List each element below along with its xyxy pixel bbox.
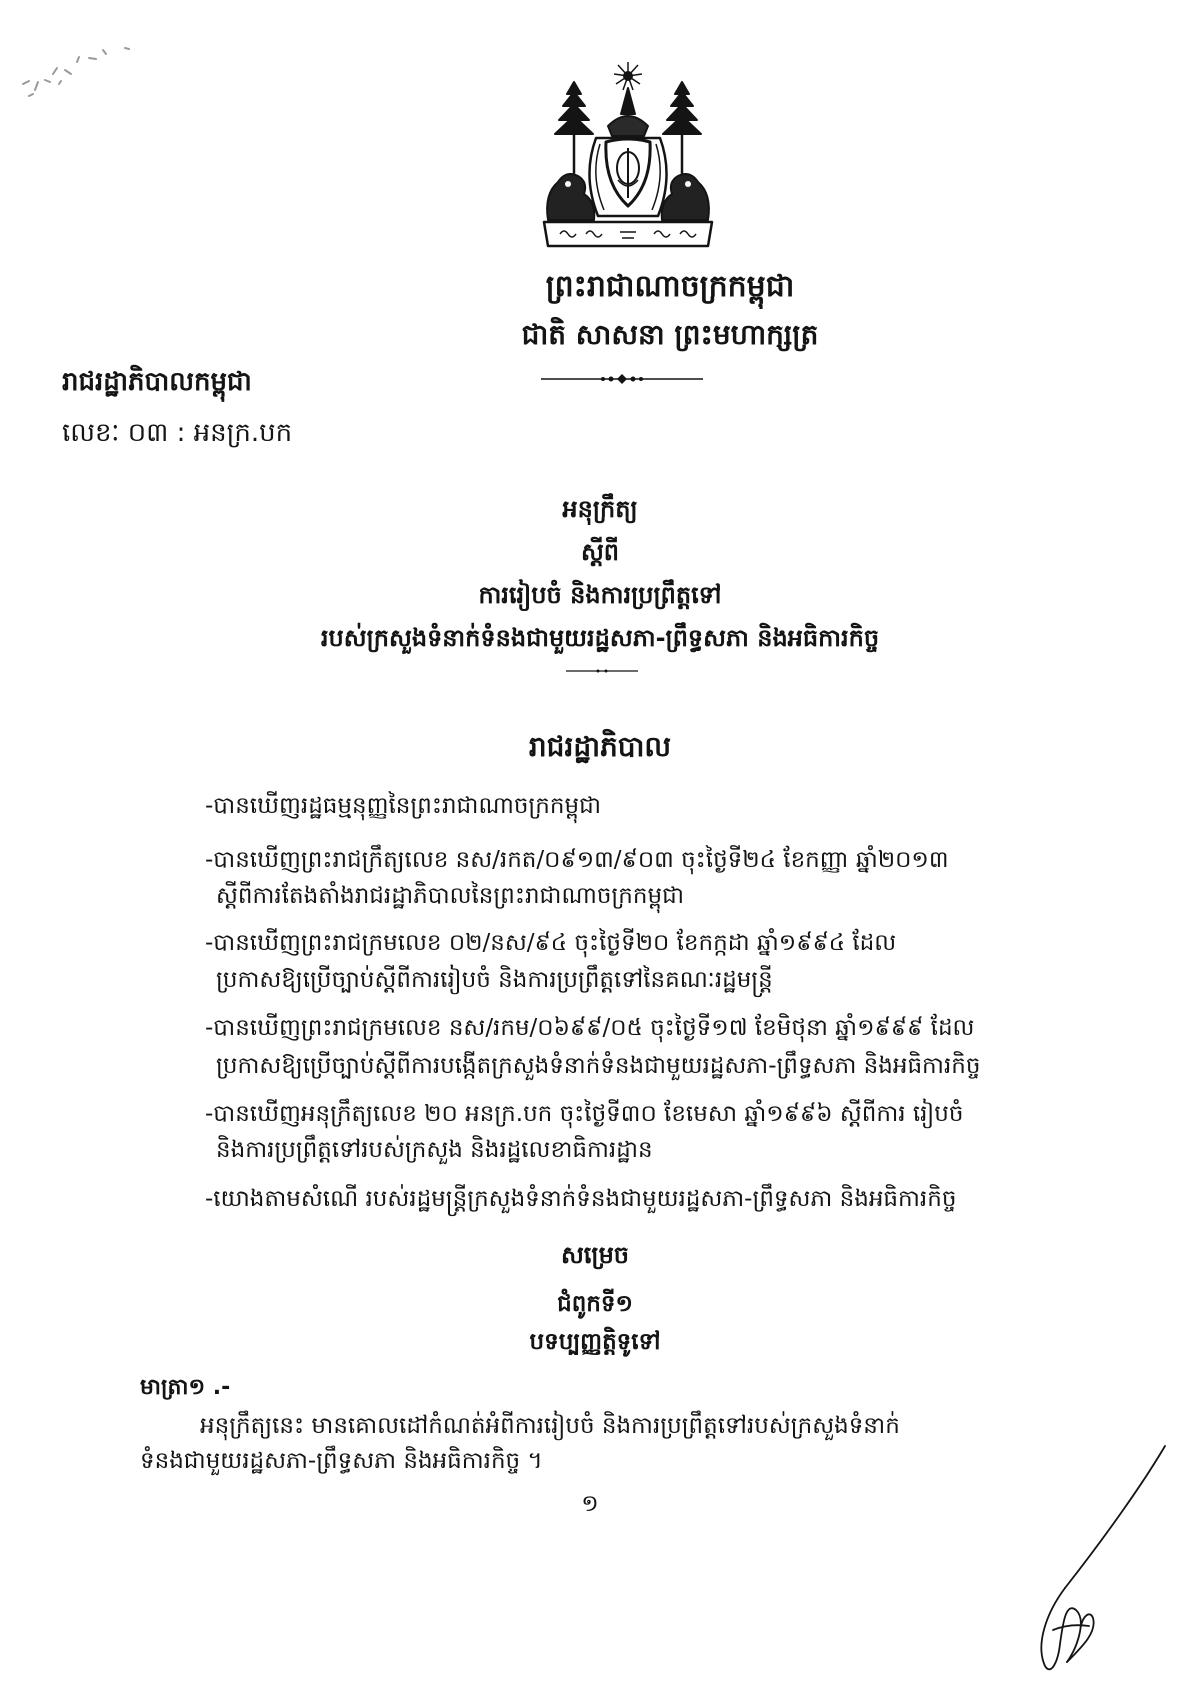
kingdom-title: ព្រះរាជាណាចក្រកម្ពុជា [545, 269, 795, 304]
chapter-label: ជំពូកទី១ [557, 1291, 633, 1317]
national-motto: ជាតិ សាសនា ព្រះមហាក្សត្រ [521, 318, 819, 351]
chapter-title: បទប្បញ្ញត្តិទូទៅ [529, 1329, 661, 1355]
decision-heading: សម្រេច [560, 1241, 630, 1269]
preamble-item-line: ស្តីពីការតែងតាំងរាជរដ្ឋាភិបាលនៃព្រះរាជាណាចក្រកម្ពុជា [216, 883, 684, 909]
decree-type: អនុក្រឹត្យ [562, 495, 638, 523]
title-divider [566, 667, 638, 675]
scan-marks [15, 40, 145, 102]
preamble-item-line: -បានឃើញព្រះរាជក្រឹត្យលេខ នស/រកត/០៩១៣/៩០៣ ចុះថ្ងៃទី២៤ ខែកញ្ញា ឆ្នាំ២០១៣ [205, 847, 949, 873]
article-label: មាត្រា១ .- [140, 1375, 231, 1400]
issuer-name: រាជរដ្ឋាភិបាលកម្ពុជា [62, 367, 252, 397]
subject-line-2: របស់ក្រសួងទំនាក់ទំនងជាមួយរដ្ឋសភា-ព្រឹទ្ធសភា និងអធិការកិច្ច [320, 624, 880, 652]
document-number: លេខៈ ០៣ : អនក្រ.បក [62, 418, 293, 448]
preamble-item-line: ប្រកាសឱ្យប្រើច្បាប់ស្តីពីការរៀបចំ និងការប្រព្រឹត្តទៅនៃគណៈរដ្ឋមន្ត្រី [216, 967, 773, 993]
title-about: ស្តីពី [580, 538, 620, 566]
signature [1005, 1440, 1170, 1675]
preamble-item-line: -បានឃើញរដ្ឋធម្មនុញ្ញនៃព្រះរាជាណាចក្រកម្ពុជា [205, 793, 601, 819]
preamble-item-line: និងការប្រព្រឹត្តទៅរបស់ក្រសួង និងរដ្ឋលេខាធិការដ្ឋាន [216, 1137, 653, 1163]
preamble-item-line: -បានឃើញព្រះរាជក្រមលេខ ០២/នស/៩៤ ចុះថ្ងៃទី២០ ខែកក្កដា ឆ្នាំ១៩៩៤ ដែល [205, 930, 897, 956]
preamble-item-line: -យោងតាមសំណើ របស់រដ្ឋមន្ត្រីក្រសួងទំនាក់ទំនងជាមួយរដ្ឋសភា-ព្រឹទ្ធសភា និងអធិការកិច្ច [205, 1186, 957, 1212]
subject-line-1: ការរៀបចំ និងការប្រព្រឹត្តទៅ [478, 581, 722, 609]
article-text-line: អនុក្រឹត្យនេះ មានគោលដៅកំណត់អំពីការរៀបចំ និងការប្រព្រឹត្តទៅរបស់ក្រសួងទំនាក់ [200, 1413, 900, 1439]
preamble-item-line: -បានឃើញអនុក្រឹត្យលេខ ២០ អនក្រ.បក ចុះថ្ងៃទី៣០ ខែមេសា ឆ្នាំ១៩៩៦ ស្តីពីការ រៀបចំ [205, 1101, 964, 1127]
preamble-item-line: ប្រកាសឱ្យប្រើច្បាប់ស្តីពីការបង្កើតក្រសួងទំនាក់ទំនងជាមួយរដ្ឋសភា-ព្រឹទ្ធសភា និងអធិការកិច្ច [216, 1053, 981, 1079]
preamble-item-line: -បានឃើញព្រះរាជក្រមលេខ នស/រកម/០៦៩៩/០៥ ចុះថ្ងៃទី១៧ ខែមិថុនា ឆ្នាំ១៩៩៩ ដែល [205, 1015, 975, 1041]
article-text-line: ទំនងជាមួយរដ្ឋសភា-ព្រឹទ្ធសភា និងអធិការកិច្ច ។ [140, 1448, 543, 1474]
royal-emblem-icon [538, 60, 718, 252]
preamble-authority: រាជរដ្ឋាភិបាល [528, 730, 672, 763]
header-divider [541, 374, 703, 384]
page-number: ១ [581, 1491, 599, 1517]
